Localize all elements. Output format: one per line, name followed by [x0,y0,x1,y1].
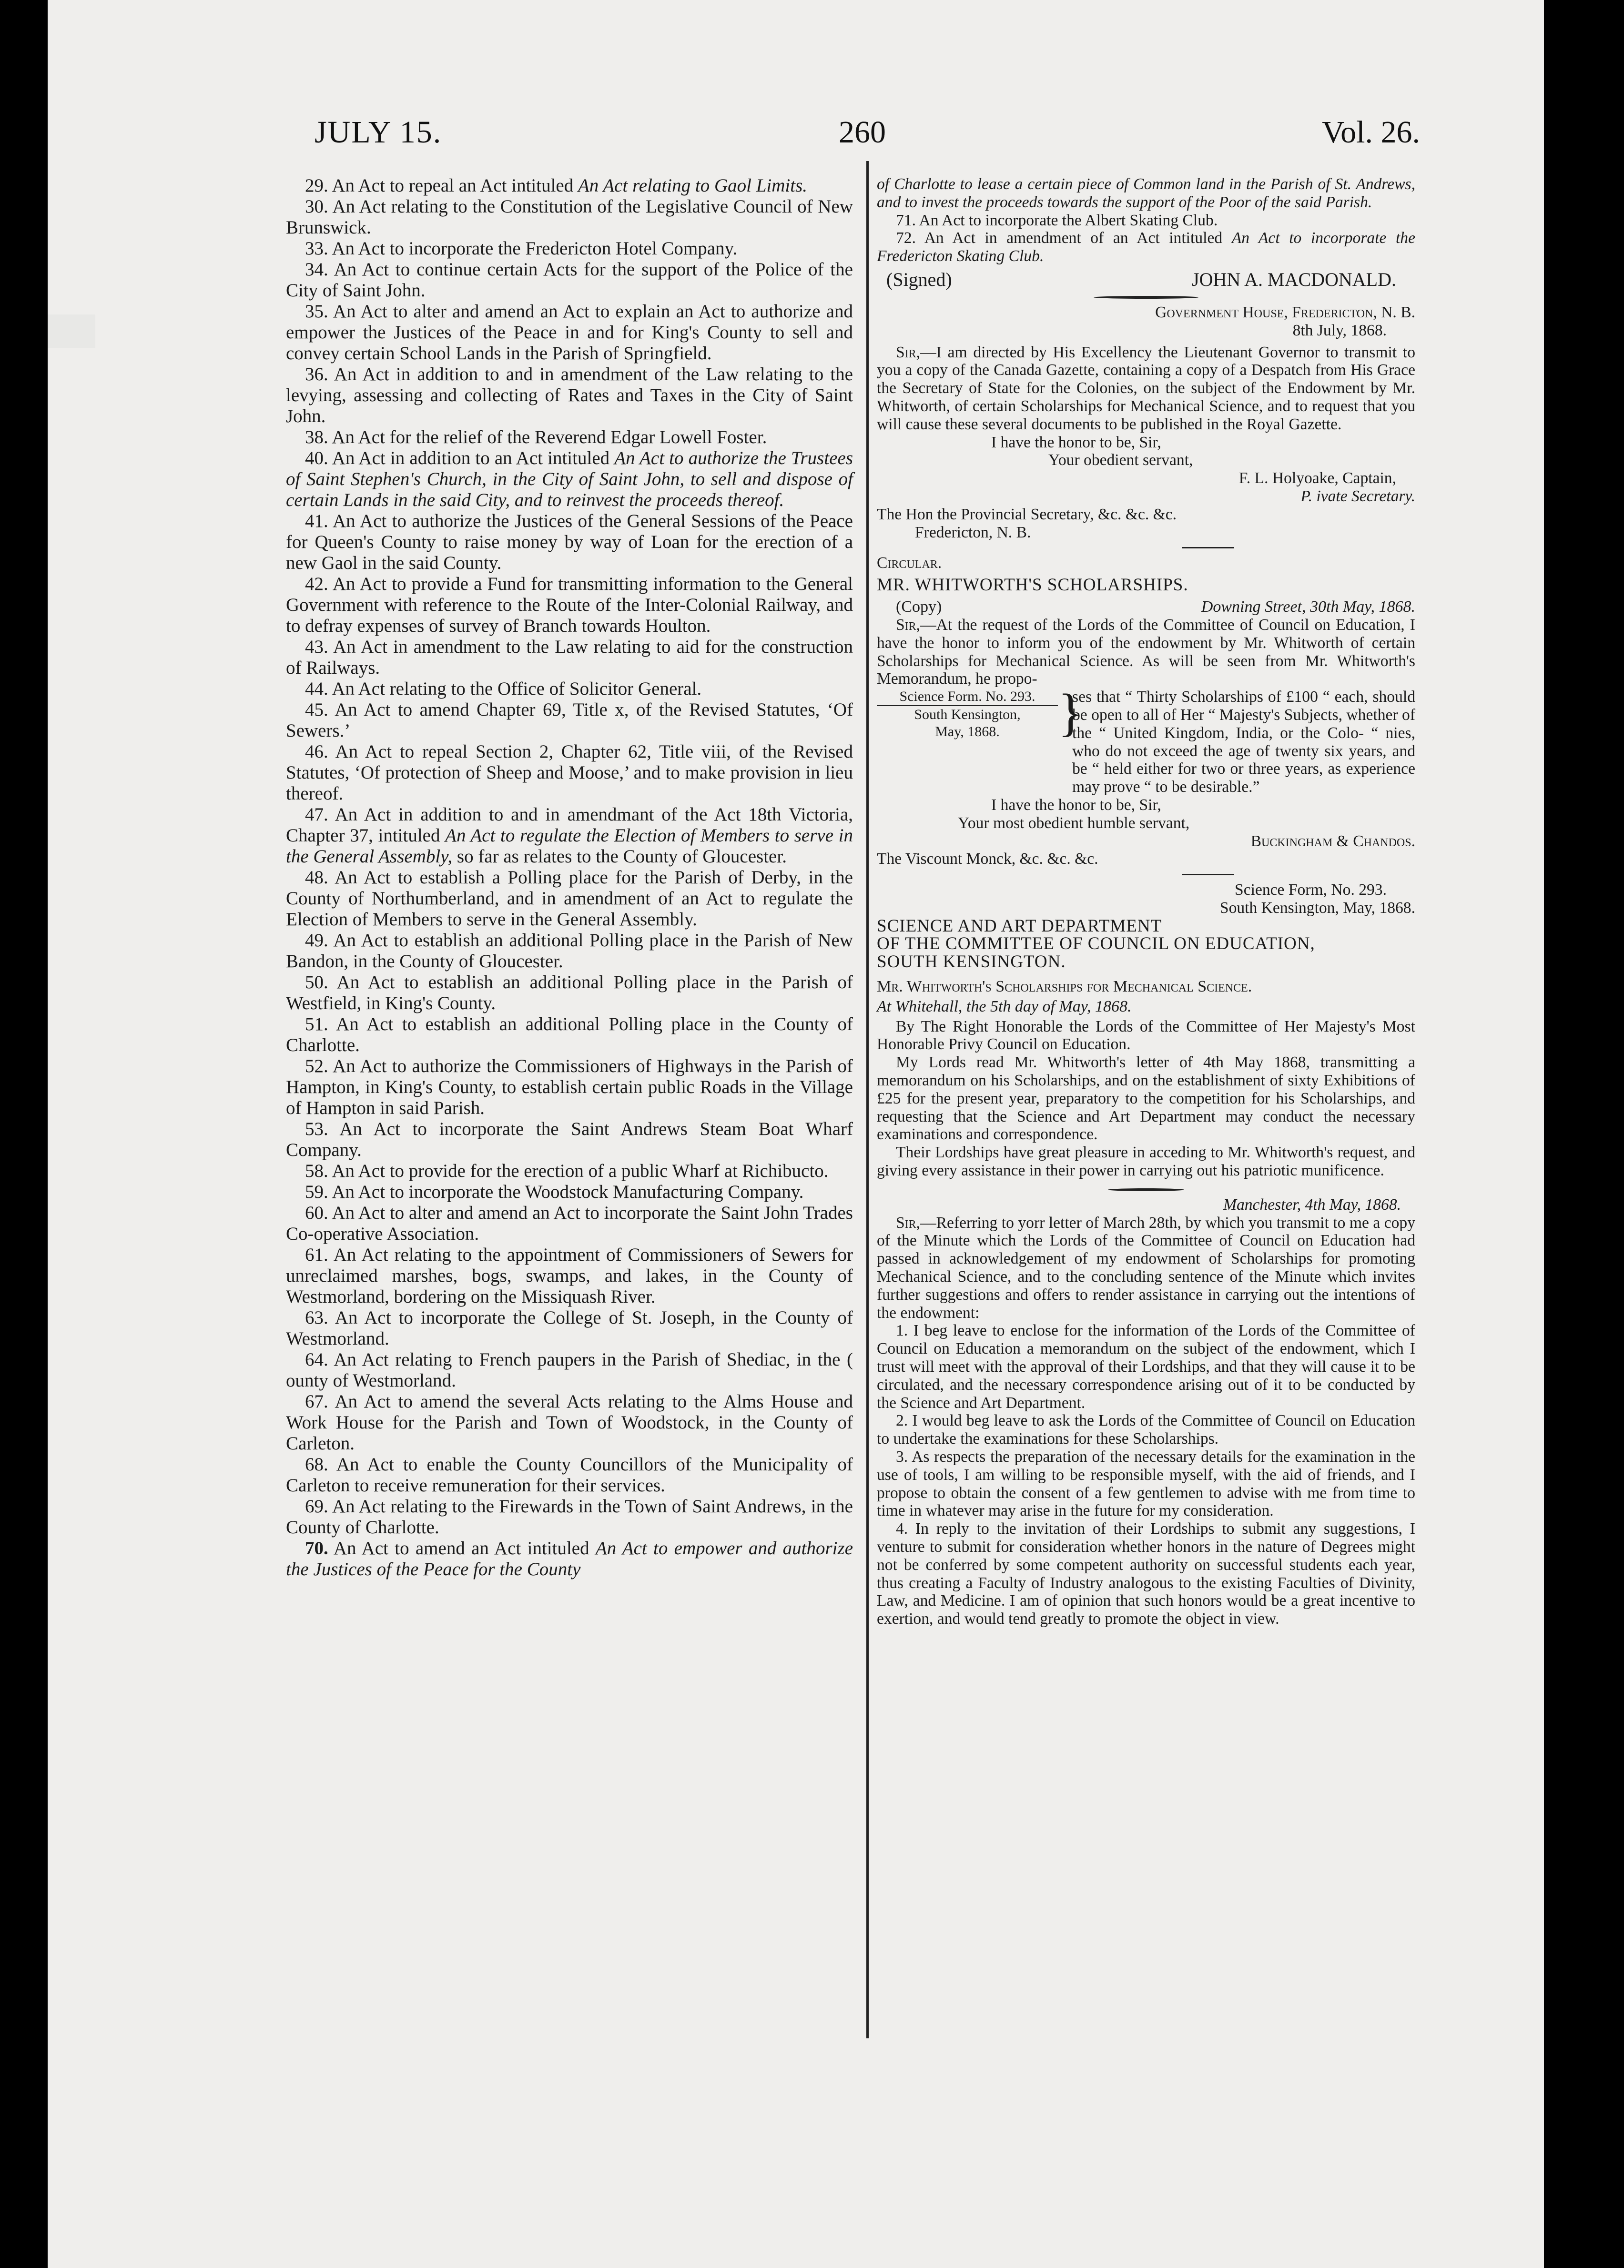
act-item: 70. An Act to amend an Act intituled An Act to empower and authorize the Justices of the Peace for the County [286,1538,853,1580]
letter2-point: 4. In reply to the invitation of their Lordships to submit any suggestions, I venture to submit for consideration whether honors in the nature of Degrees might not be conferred by some competent authority on successful students each year, thus creating a Faculty of Industry analogous to the existing Faculties of Divinity, Law, and Medicine. I am of opinion that such honors would be a great incentive to exertion, and would tend greatly to promote the object in view. [877,1520,1415,1628]
act-item: 33. An Act to incorporate the Fredericton Hotel Company. [305,238,738,259]
circular-addressee: The Viscount Monck, &c. &c. &c. [877,850,1098,868]
letter1-signer: F. L. Holyoake, Captain, [1238,469,1396,487]
signature-line [877,268,1415,291]
signed-name: JOHN A. MACDONALD. [1192,268,1396,290]
column-divider [866,161,869,2038]
header-volume: Vol. 26. [1322,115,1420,150]
letter1-date: 8th July, 1868. [1292,321,1387,339]
act-item: 51. An Act to establish an additional Polling place in the County of Charlotte. [286,1014,853,1055]
act-item: 42. An Act to provide a Fund for transmitting information to the General Government with reference to the Route of the Inter-Colonial Railway, and to defray expenses of survey of Branch towards Houlton. [286,574,853,636]
letter1-addressee: The Hon the Provincial Secretary, &c. &c. &c. [877,505,1177,523]
header-date: JULY 15. [315,115,442,150]
act-item: 29. An Act to repeal an Act intituled An Act relating to Gaol Limits. [305,175,807,196]
act-item: 60. An Act to alter and amend an Act to incorporate the Saint John Trades Co-operative Association. [286,1203,853,1244]
letter2-dateline: Manchester, 4th May, 1868. [1223,1195,1401,1214]
letter2-body: Sir,—Referring to yorr letter of March 28th, by which you transmit to me a copy of the Minute which the Lords of the Committee of Council on Education had passed in acknowledgement of my endowment of Scholarships for promoting Mechanical Science, and to the concluding sentence of the Minute which invites further suggestions and offers to render assistance in carrying out the intentions of the endowment: [877,1214,1415,1322]
act-item: 34. An Act to continue certain Acts for the support of the Police of the City of Saint John. [286,259,853,301]
memo-dept-line1: SCIENCE AND ART DEPARTMENT [877,916,1162,936]
act-item: 58. An Act to provide for the erection of a public Wharf at Richibucto. [305,1161,829,1181]
letter2-point: 3. As respects the preparation of the necessary details for the examination in the use of tools, I am willing to be responsible myself, with the aid of friends, and I propose to obtain the consent of a few gentlemen to advise with me from time to time in whatever may arise in the future for my consideration. [877,1448,1415,1520]
ornament-rule [1094,296,1198,299]
letter1-signer-title: P. ivate Secretary. [1300,487,1415,505]
act-item: 35. An Act to alter and amend an Act to explain an Act to authorize and empower the Justices of the Peace in and for King's County to sell and convey certain School Lands in the Parish of Springfield. [286,301,853,364]
act-continuation: of Charlotte to lease a certain piece of Common land in the Parish of St. Andrews, and to invest the proceeds towards the support of the Poor of the said Parish. [877,175,1415,211]
circular-label: Circular. [877,554,942,572]
section-rule [1182,547,1234,548]
letter1-place: Government House, Fredericton, N. B. [1155,303,1415,321]
letter1-closing2: Your obedient servant, [1048,451,1193,469]
letter1-body: Sir,—I am directed by His Excellency the Lieutenant Governor to transmit to you a copy of the Canada Gazette, containing a copy of a Despatch from His Grace the Secretary of State for the Colonies, on the subject of the Endowment by Mr. Whitworth, of certain Scholarships for Mechanical Science, and to request that you will cause these several documents to be published in the Royal Gazette. [877,343,1415,433]
act-item: 46. An Act to repeal Section 2, Chapter 62, Title viii, of the Revised Statutes, ‘Of protection of Sheep and Moose,’ and to make provision in lieu thereof. [286,741,853,804]
memo-place-date: South Kensington, May, 1868. [1219,899,1415,917]
ornament-rule [1108,1188,1184,1191]
act-item: 36. An Act in addition to and in amendment of the Law relating to the levying, assessing and collecting of Rates and Taxes in the City of Saint John. [286,364,853,426]
memo-by-line: By The Right Honorable the Lords of the Committee of Her Majesty's Most Honorable Privy Council on Education. [877,1017,1415,1053]
brace-glyph: } [1058,683,1083,742]
act-item: 69. An Act relating to the Firewards in the Town of Saint Andrews, in the County of Charlotte. [286,1496,853,1538]
act-item: 71. An Act to incorporate the Albert Skating Club. [896,211,1218,229]
circular-signer: Buckingham & Chandos. [1250,832,1415,850]
act-item: 59. An Act to incorporate the Woodstock Manufacturing Company. [305,1182,804,1202]
act-item: 49. An Act to establish an additional Polling place in the Parish of New Bandon, in the County of Gloucester. [286,930,853,972]
memo-subtitle: Mr. Whitworth's Scholarships for Mechanical Science. [877,978,1252,996]
page-header [315,114,1420,157]
science-form-aside [877,683,1415,796]
circular-quote: ses that “ Thirty Scholarships of £100 “ each, should be open to all of Her “ Majesty's Subjects, whether of the “ United Kingdom, India, or the Colo- “ nies, who do not exceed the age of twenty six years, and be “ held either for two or three years, as experience may prove “ to be desirable.” [1072,688,1415,796]
memo-paragraph: Their Lordships have great pleasure in acceding to Mr. Whitworth's request, and giving every assistance in their power in carrying out his patriotic munificence. [877,1144,1415,1180]
letter2-point: 2. I would beg leave to ask the Lords of the Committee of Council on Education to undertake the examinations for these Scholarships. [877,1412,1415,1448]
memo-paragraph: My Lords read Mr. Whitworth's letter of 4th May 1868, transmitting a memorandum on his Scholarships, and on the establishment of sixty Exhibitions of £25 for the present year, preparatory to the competition for his Scholarships, and requesting that the Science and Art Department may conduct the necessary examinations and correspondence. [877,1053,1415,1144]
letter1-closing: I have the honor to be, Sir, [991,433,1161,451]
act-item: 41. An Act to authorize the Justices of the General Sessions of the Peace for Queen's County to raise money by way of Loan for the erection of a new Gaol in the said County. [286,511,853,573]
signed-label: (Signed) [886,268,952,290]
right-column [877,175,1415,1628]
memo-dept-line2: OF THE COMMITTEE OF COUNCIL ON EDUCATION, [877,934,1315,954]
memo-dept-line3: SOUTH KENSINGTON. [877,952,1066,972]
section-rule [1182,874,1234,875]
act-item: 63. An Act to incorporate the College of St. Joseph, in the County of Westmorland. [286,1307,853,1349]
letter1-addressee-place: Fredericton, N. B. [915,523,1031,541]
left-column [286,175,853,1580]
act-item: 47. An Act in addition to and in amendmant of the Act 18th Victoria, Chapter 37, intituled An Act to regulate the Election of Members to serve in the General Assembly, so far as relates to the County of Gloucester. [286,804,853,867]
act-item: 50. An Act to establish an additional Polling place in the Parish of Westfield, in King's County. [286,972,853,1013]
act-item: 38. An Act for the relief of the Reverend Edgar Lowell Foster. [305,427,767,447]
act-item: 67. An Act to amend the several Acts relating to the Alms House and Work House for the Parish and Town of Woodstock, in the County of Carleton. [286,1391,853,1454]
circular-closing: I have the honor to be, Sir, [991,796,1161,814]
memo-form-no: Science Form, No. 293. [1235,881,1387,899]
header-page-number: 260 [839,115,886,150]
act-item: 48. An Act to establish a Polling place for the Parish of Derby, in the County of Northumberland, and in amendment of an Act to regulate the Election of Members to serve in the General Assembly. [286,867,853,930]
act-item: 44. An Act relating to the Office of Solicitor General. [305,678,702,699]
act-item: 43. An Act in amendment to the Law relating to aid for the construction of Railways. [286,637,853,678]
science-form-box: Science Form. No. 293. South Kensington, May, 1868. [877,688,1058,740]
circular-closing2: Your most obedient humble servant, [958,814,1190,832]
act-item: 53. An Act to incorporate the Saint Andrews Steam Boat Wharf Company. [286,1119,853,1160]
act-item: 61. An Act relating to the appointment of Commissioners of Sewers for unreclaimed marshes, bogs, swamps, and lakes, in the County of Westmorland, bordering on the Missiquash River. [286,1245,853,1307]
memo-dateline: At Whitehall, the 5th day of May, 1868. [877,997,1132,1015]
act-item: 30. An Act relating to the Constitution of the Legislative Council of New Brunswick. [286,196,853,238]
circular-title: MR. WHITWORTH'S SCHOLARSHIPS. [877,575,1188,595]
act-item: 64. An Act relating to French paupers in the Parish of Shediac, in the ( ounty of Westmorland. [286,1349,853,1391]
page-edge-tab [48,314,95,348]
circular-dateline: (Copy) Downing Street, 30th May, 1868. [896,597,1415,616]
letter2-point: 1. I beg leave to enclose for the information of the Lords of the Committee of Council on Education a memorandum on the subject of the endowment, which I trust will meet with the approval of their Lordships, and that they will cause it to be circulated, and the necessary correspondence arising out of it to be conducted by the Science and Art Department. [877,1322,1415,1412]
act-item: 40. An Act in addition to an Act intituled An Act to authorize the Trustees of Saint Stephen's Church, in the City of Saint John, to sell and dispose of certain Lands in the said City, and to reinvest the proceeds thereof. [286,448,853,510]
act-item: 45. An Act to amend Chapter 69, Title x, of the Revised Statutes, ‘Of Sewers.’ [286,699,853,741]
act-item: 52. An Act to authorize the Commissioners of Highways in the Parish of Hampton, in King's County, to establish certain public Roads in the Village of Hampton in said Parish. [286,1056,853,1118]
act-item: 72. An Act in amendment of an Act intituled An Act to incorporate the Fredericton Skating Club. [877,229,1415,265]
act-item: 68. An Act to enable the County Councillors of the Municipality of Carleton to receive remuneration for their services. [286,1454,853,1496]
circular-body: Sir,—At the request of the Lords of the Committee of Council on Education, I have the honor to inform you of the endowment by Mr. Whitworth of certain Scholarships for Mechanical Science. As will be seen from Mr. Whitworth's Memorandum, he propo- [877,616,1415,688]
